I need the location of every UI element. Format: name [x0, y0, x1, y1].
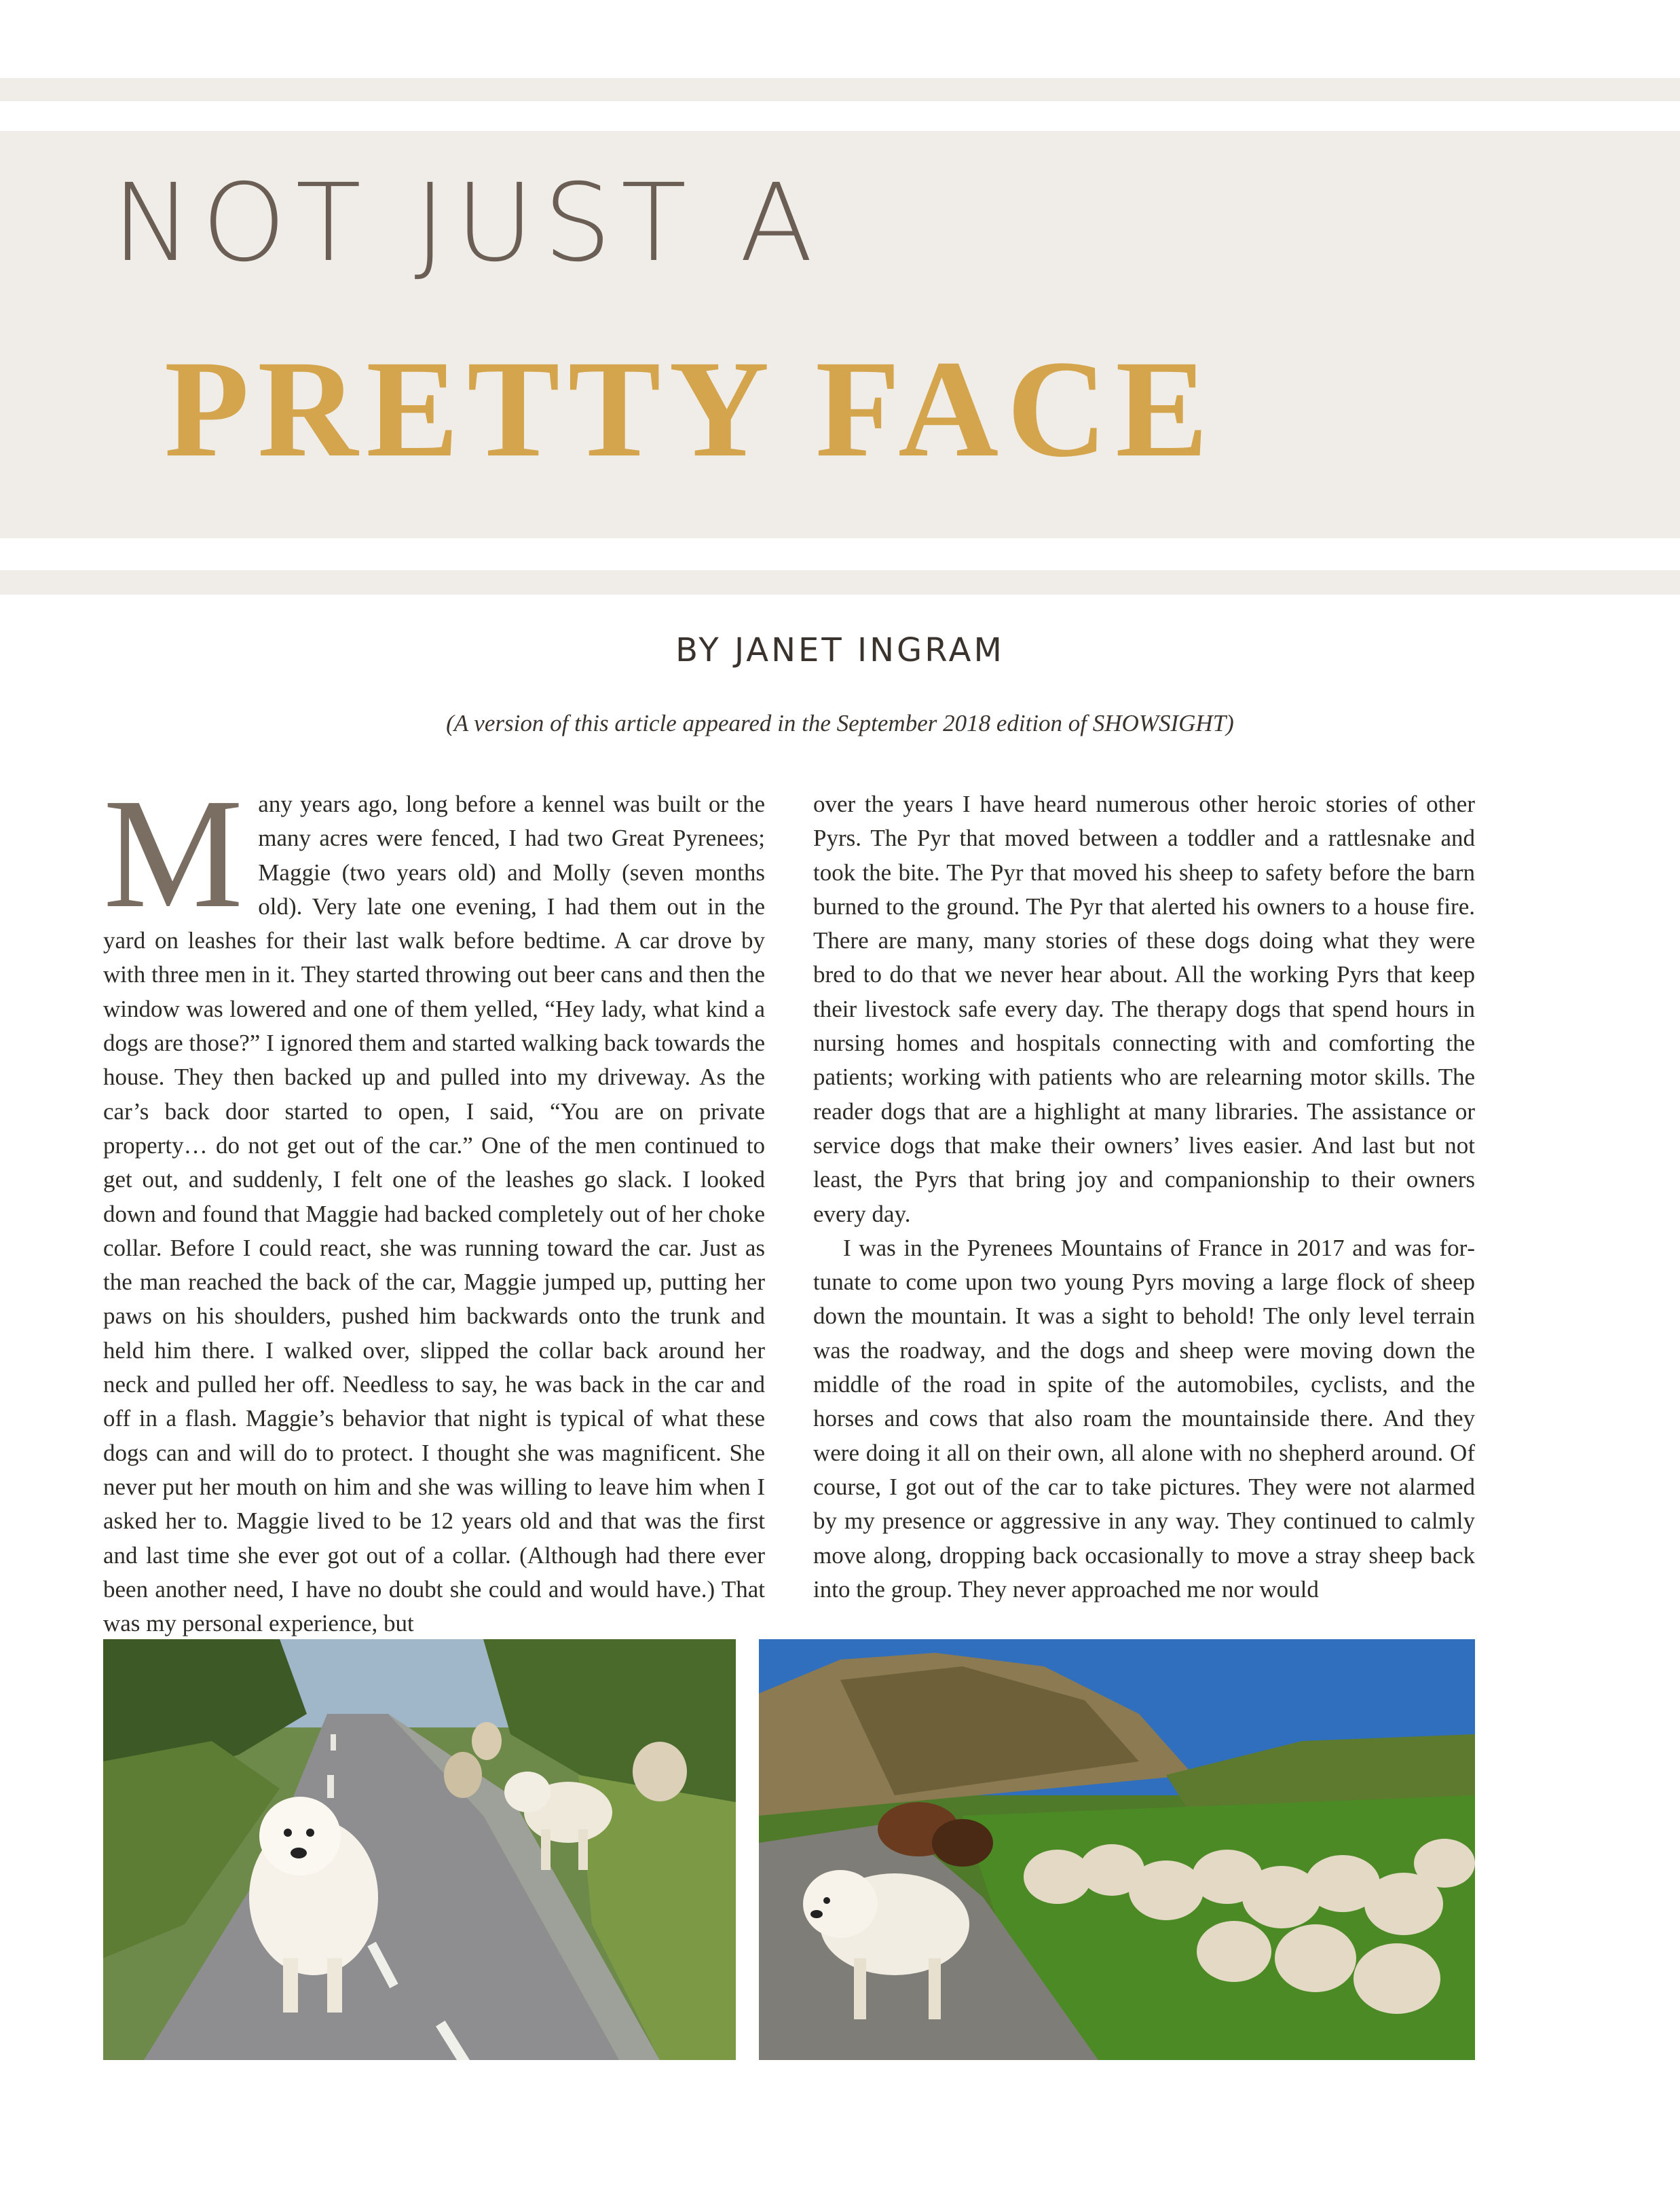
- photo-dog-with-sheep-mountain: [759, 1639, 1475, 2060]
- publication-note: (A version of this article appeared in the September 2018 edition of SHOWSIGHT): [446, 710, 1234, 736]
- article-column-left: [103, 766, 765, 1641]
- drop-cap: M: [103, 766, 244, 941]
- article-column-right: [813, 787, 1475, 1607]
- photo-dogs-on-road: [103, 1639, 736, 2060]
- title-line-2: PRETTY FACE: [164, 332, 1216, 486]
- byline: BY JANET INGRAM: [675, 631, 1005, 669]
- bottom-divider-band: [0, 570, 1680, 595]
- top-divider-band: [0, 78, 1680, 101]
- title-line-1: NOT JUST A: [112, 161, 823, 286]
- paragraph: I was in the Pyrenees Mountains of France in 2017 and was fortunate to come upon two young Pyrs moving a large flock of sheep down the mountain. It was a sight to behold! The only level terrain was the roadway, and the dogs and sheep were moving down the middle of the road in spite of the automobiles, cyclists, and the horses and cows that also roam the mountainside there. And they were doing it all on their own, all alone with no shepherd around. Of course, I got out of the car to take pictures. They were not alarmed by my presence or aggressive in any way. They continued to calmly move along, dropping back occasionally to move a stray sheep back into the group. They never approached me nor would: [813, 1234, 1475, 1603]
- paragraph: any years ago, long before a kennel was built or the many acres were fenced, I had two Great Pyrenees; Maggie (two years old) and Molly (seven months old). Very late one evening, I had them out in the yard on leashes for their last walk before bedtime. A car drove by with three men in it. They started throwing out beer cans and then the window was lowered and one of them yelled, “Hey lady, what kind a dogs are those?” I ignored them and started walking back towards the house. They then backed up and pulled into my driveway. As the car’s back door started to open, I said, “You are on private property… do not get out of the car.” One of the men continued to get out, and suddenly, I felt one of the leashes go slack. I looked down and found that Maggie had backed completely out of her choke collar. Before I could react, she was running toward the car. Just as the man reached the back of the car, Maggie jumped up, putting her paws on his shoulders, pushed him backwards onto the trunk and held him there. I walked over, slipped the collar back around her neck and pulled her off. Needless to say, he was back in the car and off in a flash. Maggie’s behavior that night is typical of what these dogs can and will do to protect. I thought she was magnificent. She never put her mouth on him and she was willing to leave him when I asked her to. Maggie lived to be 12 years old and that was the first and last time she ever got out of a collar. (Although had there ever been another need, I have no doubt she could and would have.) That was my personal experience, but: [103, 791, 765, 1637]
- paragraph: over the years I have heard numerous other heroic stories of other Pyrs. The Pyr that moved between a toddler and a rattlesnake and took the bite. The Pyr that moved his sheep to safety before the barn burned to the ground. The Pyr that alerted his owners to a house fire. There are many, many stories of these dogs doing what they were bred to do that we never hear about. All the working Pyrs that keep their livestock safe every day. The therapy dogs that spend hours in nursing homes and hospitals connecting with and comforting the patients; working with patients who are relearning motor skills. The reader dogs that are a highlight at many libraries. The assistance or service dogs that make their owners’ lives easier. And last but not least, the Pyrs that bring joy and companionship to their owners every day.: [813, 791, 1475, 1227]
